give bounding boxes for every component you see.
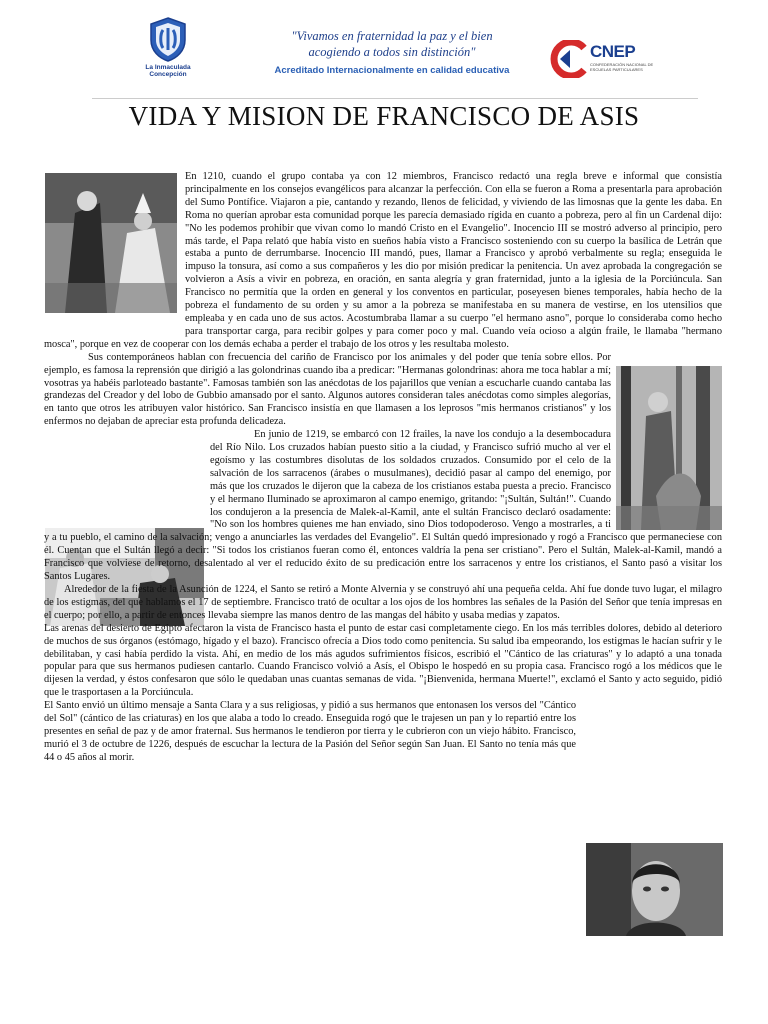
paragraph-3: En junio de 1219, se embarcó con 12 frailes, la nave los condujo a la desembocadura del Río Nilo. Los cruzados habían puesto sitio a la ciudad, y Francisco sufrió mucho al ver el egoísmo y las costumbres disolutas de los soldados cruzados. Consumido por el celo de la salvación de los sarracenos (árabes o musulmanes), decidió pasar al campo del enemigo, por más que los cruzados le dijeron que la cabeza de los cristianos estaba puesta a precio. Francisco y el hermano Iluminado se aproximaron al campo enemigo, gritando: "¡Sultán, Sultán!". Cuando los condujeron a la presencia de Malek-al-Kamil, ante el sultán Francisco declaró osadamente: "No son los hombres quienes me han enviado, sino Dios todopoderoso. Vengo a mostrarles, a ti y a tu pueblo, el camino de la salvación; vengo a anunciarles las verdades del Evangelio". El Sultán quedó impresionado y rogó a Francisco que permaneciese con él. Cuentan que el Sultán llegó a decir: "Si todos los cristianos fueran como él, entonces valdría la pena ser cristiano". Pero el Sultán, Malek-al-Kamil, mandó a Francisco que volviese de retorno, desalentado al ver el reducido éxito de su predicación entre los sarracenos y entre los cristianos, el Santo pasó a visitar los Santos Lugares. <box>44 429 722 583</box>
paragraph-1: En 1210, cuando el grupo contaba ya con 12 miembros, Francisco redactó una regla breve e informal que consistía principalmente en los consejos evangélicos para alcanzar la perfección. Con ella se fueron a Roma a presentarla para aprobación del Sumo Pontífice. Viajaron a pie, cantando y rezando, llenos de felicidad, y viviendo de las limosnas que la gente les daba. En Roma no querían aprobar esta comunidad porque les parecía demasiado rígida en cuanto a pobreza, pero al fin un Cardenal dijo: "No les podemos prohibir que vivan como lo mandó Cristo en el Evangelio". Inocencio III se mostró adverso al principio, pero más tarde, el Papa relató que había visto en sueños había visto a Francisco sosteniendo con su cuerpo la basílica de Letrán que estaba a punto de derrumbarse. Inocencio III mandó, pues, llamar a Francisco y aprobó verbalmente su regla; enseguida le impuso la tonsura, así como a sus compañeros y les dio por misión predicar la penitencia. Un avez aprobada la congregación se volvieron a Asís a vivir en pobreza, en oración, en santa alegría y gran fraternidad, junto a la iglesia de la Porciúncula. San Francisco no permitía que la orden en general y los conventos en particular, poseyesen bienes temporales, había hecho de la pobreza el fundamento de su orden y su amor a la pobreza se manifestaba en su manera de vestirse, en los utensilios que empleaba y en cada uno de sus actos. Acostumbraba llamar a su cuerpo "el hermano asno", porque lo consideraba como hecho para transportar carga, para recibir golpes y para comer poco y mal. Cuando veía ocioso a algún fraile, le llamaba "hermano mosca", porque en vez de cooperar con los demás echaba a perder el trabajo de los otros y les resultaba molesto. <box>44 171 722 350</box>
school-logo <box>132 16 204 96</box>
cnep-logo <box>548 40 668 80</box>
photo-francis-portrait <box>586 843 723 936</box>
accreditation-text: Acreditado Internacionalmente en calidad educativa <box>274 65 510 76</box>
paragraph-2: Sus contemporáneos hablan con frecuencia del cariño de Francisco por los animales y del poder que tenía sobre ellos. Por ejemplo, es famosa la reprensión que dirigió a las golondrinas cuando iba a predicar: "Hermanas golondrinas: ahora me toca hablar a mí; vosotras ya habéis parloteado bastante". Famosas también son las anécdotas de los pajarillos que venían a escucharle cuando cantaba las grandezas del Creador y del lobo de Gubbio amansado por el santo. Algunos autores consideran tales anécdotas como simples alegorías, en tanto que otros les atribuyen valor histórico. San Francisco insistía en que llamasen a los leprosos "mis hermanos cristianos" y los enfermos no dejaban de apreciar esta profunda delicadeza. <box>44 351 611 428</box>
paragraph-4: Alrededor de la fiesta de la Asunción de 1224, el Santo se retiró a Monte Alvernia y se construyó ahí una pequeña celda. Ahí fue donde tuvo lugar, el milagro de los estigmas, del que hablamos el 17 de septiembre. Francisco trató de ocultar a los ojos de los hombres las señales de la Pasión del Señor que tenía impresas en el cuerpo; por ello, a partir de entonces llevaba siempre las manos dentro de las mangas del hábito y usaba medias y zapatos. <box>44 584 722 621</box>
cnep-emblem-icon <box>548 40 590 78</box>
motto <box>242 28 542 60</box>
paragraph-5: Las arenas del desierto de Egipto afectaron la vista de Francisco hasta el punto de estar casi completamente ciego. En los más terribles dolores, debido al deterioro de muchos de sus órganos (estómago, hígado y el bazo). Francisco ofrecía a Dios todo como penitencia. Su salud iba empeorando, los estigmas le hacían sufrir y le debilitaban, y casi había perdido la vista. Ahí, en medio de los más agudos sufrimientos físicos, escribió el "Cántico de las criaturas" y lo adaptó a una tonada popular para que sus hermanos pudiesen cantarlo. Cuando Francisco volvió a Asís, el Obispo le hospedó en su propia casa. Francisco rogó a los médicos que le dijesen la verdad, y éstos confesaron que sólo le quedaban unas cuantas semanas de vida. "¡Bienvenida, hermana Muerte!", exclamó el Santo y acto seguido, pidió que le trasportasen a la Porciúncula. <box>44 622 722 699</box>
paragraph-6: El Santo envió un último mensaje a Santa Clara y a sus religiosas, y pidió a sus hermanos que entonasen los versos del "Cántico del Sol" (cántico de las criaturas) en los que alaba a todo lo creado. Enseguida rogó que le trajesen un pan y lo repartió entre los presentes en señal de paz y de amor fraternal. Sus hermanos le tendieron por tierra y le cubrieron con un viejo hábito. Francisco, murió el 3 de octubre de 1226, después de escuchar la lectura de la Pasión del Señor según San Juan. El Santo no tenía más que 44 o 45 años al morir. <box>44 700 576 763</box>
school-logo-text: La Inmaculada Concepción <box>145 64 191 78</box>
cnep-subtitle: CONFEDERACIÓN NACIONAL DE ESCUELAS PARTICULARES <box>590 62 654 72</box>
shield-icon <box>148 16 188 62</box>
page-title: VIDA Y MISION DE FRANCISCO DE ASIS <box>128 101 640 131</box>
motto-line-1: "Vivamos en fraternidad la paz y el bien <box>291 29 493 43</box>
article-body <box>44 171 722 795</box>
motto-line-2: acogiendo a todos sin distinción" <box>308 45 476 59</box>
cnep-name: CNEP <box>590 42 636 61</box>
header-banner <box>92 12 698 99</box>
